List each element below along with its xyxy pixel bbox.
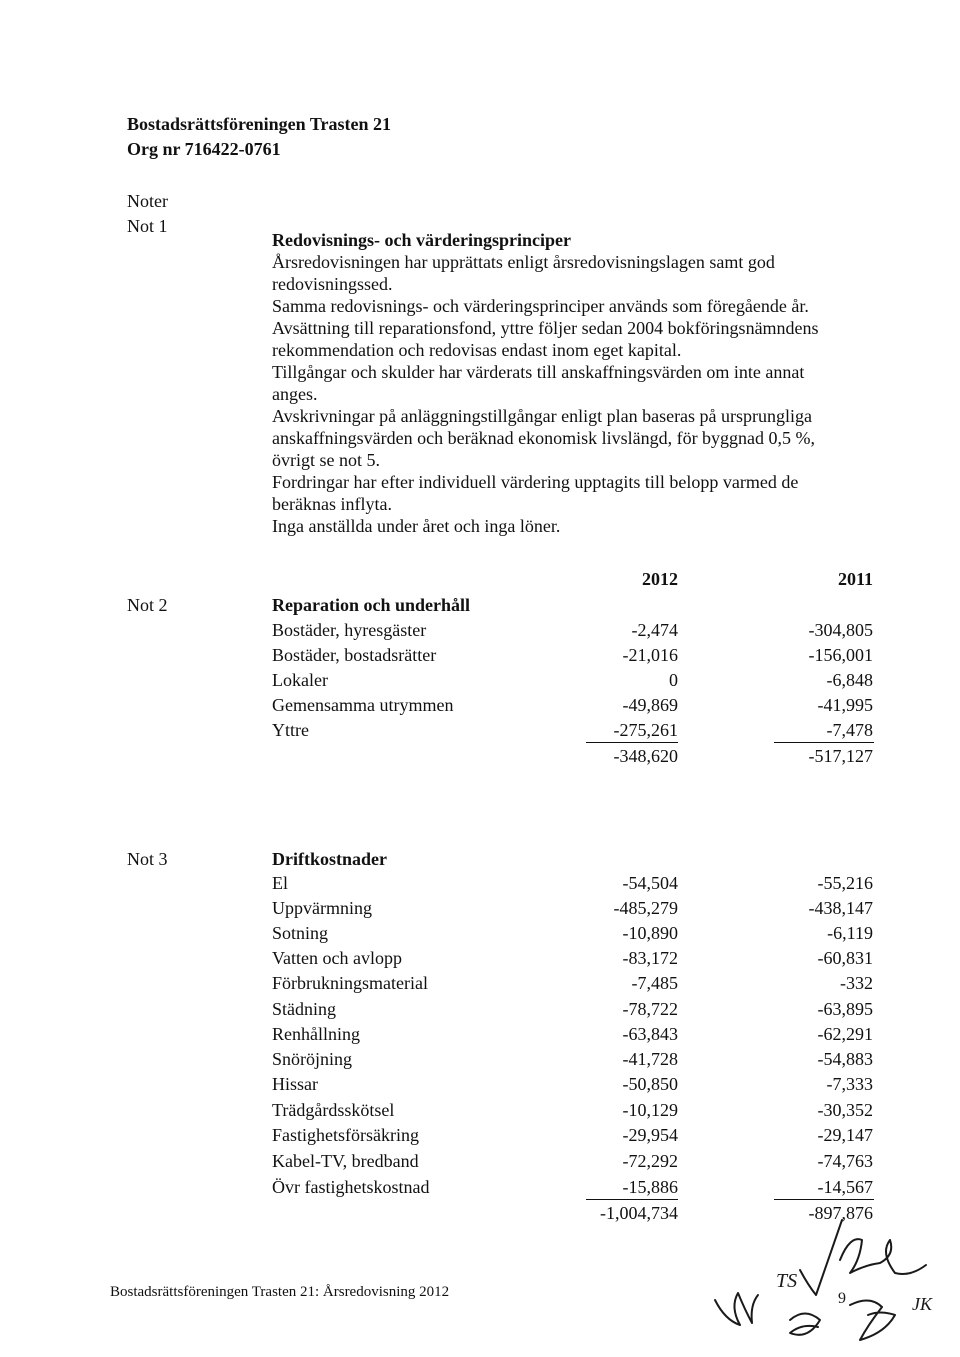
note3-row-label: Städning <box>272 999 337 1019</box>
note3-row-2011: -55,216 <box>817 873 873 893</box>
note3-row-2011: -332 <box>840 973 873 993</box>
note1-line: Samma redovisnings- och värderingsprinciper används som föregående år. <box>272 296 809 316</box>
note2-total-2011: -517,127 <box>808 746 873 766</box>
note3-total-2011: -897,876 <box>808 1203 873 1223</box>
note3-total-2012: -1,004,734 <box>600 1203 678 1223</box>
initials-ts: TS <box>776 1270 798 1292</box>
signature-stroke <box>850 1300 895 1340</box>
note1-line: redovisningssed. <box>272 274 393 294</box>
note2-row-2011: -304,805 <box>808 620 873 640</box>
note2-row-2012: -21,016 <box>622 645 678 665</box>
note3-row-2012: -63,843 <box>622 1024 678 1044</box>
note2-2012-sum-rule <box>586 742 678 743</box>
signature-stroke <box>800 1220 842 1295</box>
note3-row-label: Fastighetsförsäkring <box>272 1125 419 1145</box>
note2-row-2012: -2,474 <box>631 620 678 640</box>
note3-row-2011: -54,883 <box>817 1049 873 1069</box>
note3-row-2012: -10,129 <box>622 1100 678 1120</box>
note3-row-2011: -60,831 <box>817 948 873 968</box>
signature-stroke <box>715 1293 758 1325</box>
note3-row-label: El <box>272 873 288 893</box>
note2-row-2011: -6,848 <box>826 670 873 690</box>
note2-2011-sum-rule <box>774 742 874 743</box>
note3-row-2012: -54,504 <box>622 873 678 893</box>
note1-line: Inga anställda under året och inga löner. <box>272 516 561 536</box>
note1-line: övrigt se not 5. <box>272 450 380 470</box>
org-number: Org nr 716422-0761 <box>127 139 281 159</box>
note3-row-2012: -41,728 <box>622 1049 678 1069</box>
signature-stroke <box>790 1314 820 1335</box>
note1-body <box>272 251 872 537</box>
note1-line: Fordringar har efter individuell värdering upptagits till belopp varmed de <box>272 472 799 492</box>
note1-line: anges. <box>272 384 318 404</box>
note3-row-label: Snöröjning <box>272 1049 353 1069</box>
note2-heading: Reparation och underhåll <box>272 595 471 615</box>
note1-line: anskaffningsvärden och beräknad ekonomisk livslängd, för byggnad 0,5 %, <box>272 428 816 448</box>
page-number: 9 <box>838 1290 846 1307</box>
note3-row-2012: -10,890 <box>622 923 678 943</box>
note1-heading: Redovisnings- och värderingsprinciper <box>272 230 572 250</box>
note1-line: Årsredovisningen har upprättats enligt årsredovisningslagen samt god <box>272 252 775 272</box>
note3-row-label: Förbrukningsmaterial <box>272 973 428 993</box>
handwritten-signatures <box>690 1215 955 1355</box>
note2-row-label: Yttre <box>272 720 309 740</box>
note3-row-label: Kabel-TV, bredband <box>272 1151 419 1171</box>
note3-2012-sum-rule <box>586 1199 678 1200</box>
note3-label: Not 3 <box>127 849 168 869</box>
note3-row-2011: -7,333 <box>826 1074 873 1094</box>
note3-row-2011: -6,119 <box>827 923 873 943</box>
note3-row-label: Vatten och avlopp <box>272 948 402 968</box>
note3-row-2011: -14,567 <box>817 1177 873 1197</box>
note2-total-2012: -348,620 <box>613 746 678 766</box>
note1-label: Not 1 <box>127 216 168 236</box>
note1-line: Avskrivningar på anläggningstillgångar enligt plan baseras på ursprungliga <box>272 406 813 426</box>
note3-heading: Driftkostnader <box>272 849 387 869</box>
note2-row-label: Gemensamma utrymmen <box>272 695 454 715</box>
note3-2011-sum-rule <box>774 1199 874 1200</box>
note3-row-2012: -78,722 <box>622 999 678 1019</box>
note3-row-2011: -29,147 <box>817 1125 873 1145</box>
note3-row-label: Övr fastighetskostnad <box>272 1177 430 1197</box>
note3-row-2011: -30,352 <box>817 1100 873 1120</box>
note1-line: Avsättning till reparationsfond, yttre följer sedan 2004 bokföringsnämndens <box>272 318 819 338</box>
note3-row-2012: -485,279 <box>613 898 678 918</box>
signature-stroke <box>840 1239 926 1274</box>
initials-jk: JK <box>912 1294 932 1314</box>
note3-row-label: Uppvärmning <box>272 898 372 918</box>
note2-row-label: Lokaler <box>272 670 328 690</box>
section-title: Noter <box>127 191 168 211</box>
note3-row-2012: -7,485 <box>631 973 678 993</box>
note2-row-label: Bostäder, hyresgäster <box>272 620 427 640</box>
note3-row-2011: -62,291 <box>817 1024 873 1044</box>
note3-row-2011: -63,895 <box>817 999 873 1019</box>
note3-row-2012: -72,292 <box>622 1151 678 1171</box>
note2-row-2012: 0 <box>669 670 678 690</box>
year-2011-header: 2011 <box>837 569 873 589</box>
org-name: Bostadsrättsföreningen Trasten 21 <box>127 114 392 134</box>
note3-row-2011: -438,147 <box>808 898 873 918</box>
note2-row-2012: -275,261 <box>613 720 678 740</box>
note2-row-2011: -156,001 <box>808 645 873 665</box>
note2-label: Not 2 <box>127 595 168 615</box>
note3-row-label: Hissar <box>272 1074 318 1094</box>
note2-row-label: Bostäder, bostadsrätter <box>272 645 437 665</box>
note2-row-2011: -7,478 <box>826 720 873 740</box>
year-2012-header: 2012 <box>642 569 678 589</box>
note2-row-2012: -49,869 <box>622 695 678 715</box>
note1-line: Tillgångar och skulder har värderats till anskaffningsvärden om inte annat <box>272 362 805 382</box>
page-footer: Bostadsrättsföreningen Trasten 21: Årsredovisning 2012 <box>110 1284 450 1300</box>
note3-row-2012: -29,954 <box>622 1125 678 1145</box>
note3-row-2012: -15,886 <box>622 1177 678 1197</box>
note2-row-2011: -41,995 <box>817 695 873 715</box>
note3-row-2011: -74,763 <box>817 1151 873 1171</box>
note3-row-label: Trädgårdsskötsel <box>272 1100 395 1120</box>
note3-row-label: Sotning <box>272 923 329 943</box>
note3-row-2012: -50,850 <box>622 1074 678 1094</box>
note1-line: beräknas inflyta. <box>272 494 392 514</box>
note3-row-2012: -83,172 <box>622 948 678 968</box>
note3-row-label: Renhållning <box>272 1024 360 1044</box>
note1-line: rekommendation och redovisas endast inom eget kapital. <box>272 340 682 360</box>
